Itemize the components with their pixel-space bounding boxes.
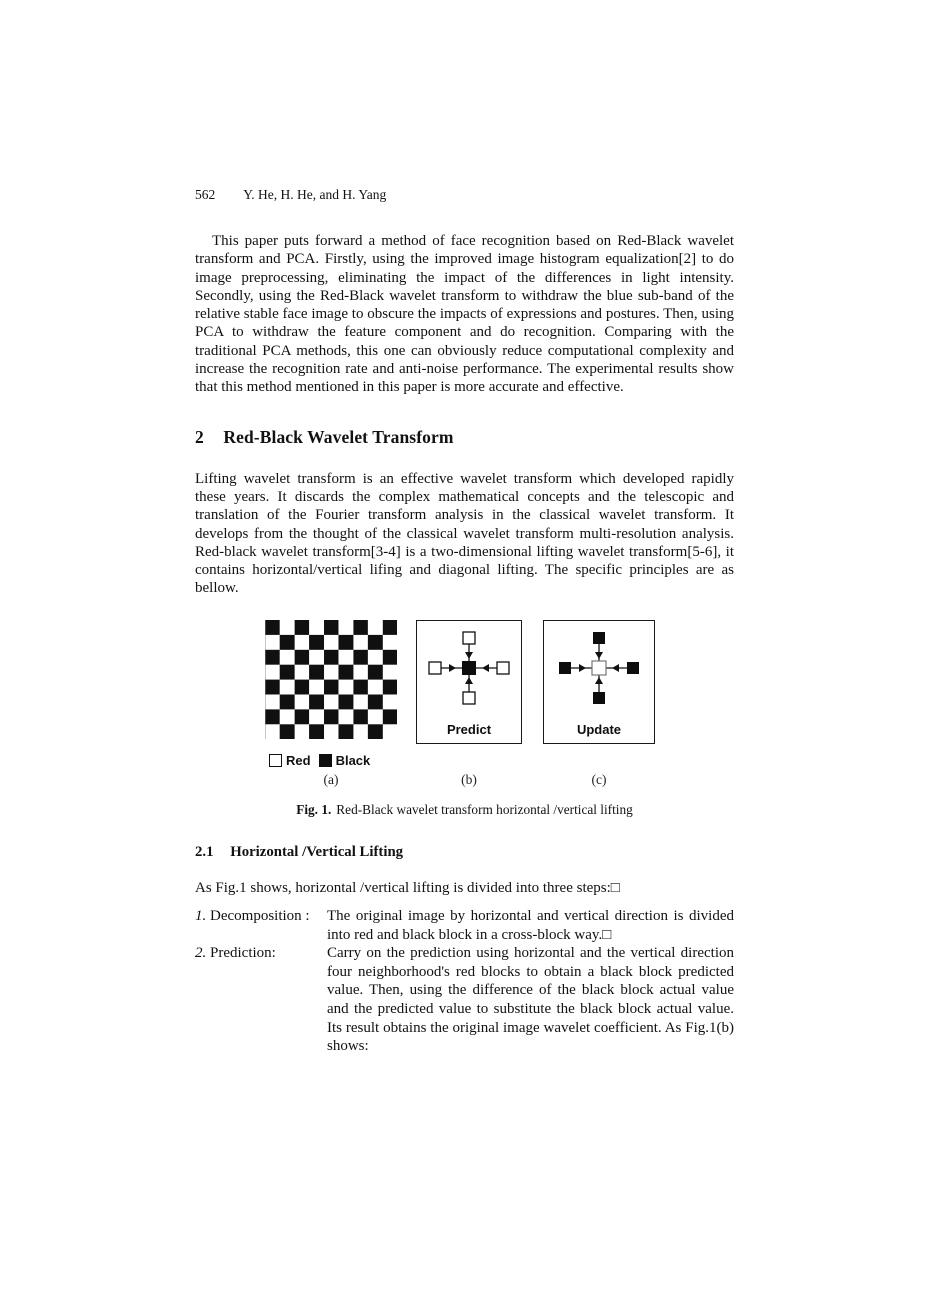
page-number: 562 <box>195 187 216 202</box>
section-2-title: Red-Black Wavelet Transform <box>223 426 454 447</box>
predict-panel <box>416 620 522 744</box>
step-number: 1. <box>195 908 207 925</box>
update-label: Update <box>576 721 622 737</box>
step-number: 2. <box>195 945 207 962</box>
figure-1 <box>195 620 734 790</box>
step-term-label: Prediction: <box>210 945 276 962</box>
section-21-heading <box>195 844 734 861</box>
running-header <box>195 186 734 203</box>
running-authors: Y. He, H. He, and H. Yang <box>243 187 387 202</box>
section-21-number: 2.1 <box>195 843 214 860</box>
legend-red-swatch-icon <box>269 754 282 767</box>
list-item-prediction <box>195 944 734 1056</box>
step-definition: Carry on the prediction using horizontal and the vertical direction four neighborhood's red blocks to obtain a black block predicted value. Then, using the difference of the black block actual value and the predicted value to substitute the black block actual value. Its result obtains the original image wavelet coefficient. As Fig.1(b) shows: <box>327 945 734 1055</box>
caption-text: Red-Black wavelet transform horizontal /vertical lifting <box>336 801 633 817</box>
checkerboard-image <box>265 620 397 739</box>
figure-legend <box>269 753 370 768</box>
predict-diagram-icon <box>421 624 517 712</box>
figure-caption <box>195 802 734 818</box>
section-21-intro: As Fig.1 shows, horizontal /vertical lifting is divided into three steps:□ <box>195 879 620 896</box>
list-item-decomposition <box>195 907 734 944</box>
step-term-label: Decomposition : <box>210 908 310 925</box>
sublabel-b: (b) <box>461 771 477 787</box>
update-diagram-icon <box>551 624 647 712</box>
section-2-number: 2 <box>195 426 204 447</box>
intro-paragraph: This paper puts forward a method of face recognition based on Red-Black wavelet transform and PCA. Firstly, using the improved image histogram equalization[2] to do image preprocessing, eliminating the impact of the differences in light intensity. Secondly, using the Red-Black wavelet transform to withdraw the blue sub-band of the relative stable face image to obscure the impacts of expressions and postures. Then, using PCA to withdraw the feature component and do recognition. Comparing with the traditional PCA methods, this one can obviously reduce computational complexity and increase the recognition rate and anti-noise performance. The experimental results show that this method mentioned in this paper is more accurate and effective. <box>195 233 734 396</box>
legend-red-label: Red <box>286 752 311 768</box>
step-definition: The original image by horizontal and vertical direction is divided into red and black block in a cross-block way.□ <box>327 908 734 943</box>
step-term <box>195 907 327 926</box>
step-term <box>195 944 327 963</box>
section-2-heading <box>195 427 734 448</box>
legend-black-swatch-icon <box>319 754 332 767</box>
update-panel <box>543 620 655 744</box>
caption-tag: Fig. 1. <box>296 801 332 817</box>
section-21-title: Horizontal /Vertical Lifting <box>230 843 404 860</box>
steps-list <box>195 907 734 1056</box>
sublabel-c: (c) <box>591 771 607 787</box>
predict-label: Predict <box>446 721 492 737</box>
legend-black-label: Black <box>335 752 371 768</box>
sublabel-a: (a) <box>323 771 339 787</box>
page-content <box>195 186 734 1056</box>
section-2-paragraph: Lifting wavelet transform is an effective wavelet transform which developed rapidly these years. It discards the complex mathematical concepts and the telescopic and translation of the Fourier transform analysis in the classical wavelet transform. It develops from the thought of the classical wavelet transform multi-resolution analysis. Red-black wavelet transform[3-4] is a two-dimensional lifting wavelet transform[5-6], it contains horizontal/vertical lifing and diagonal lifting. The specific principles are as bellow. <box>195 470 734 597</box>
